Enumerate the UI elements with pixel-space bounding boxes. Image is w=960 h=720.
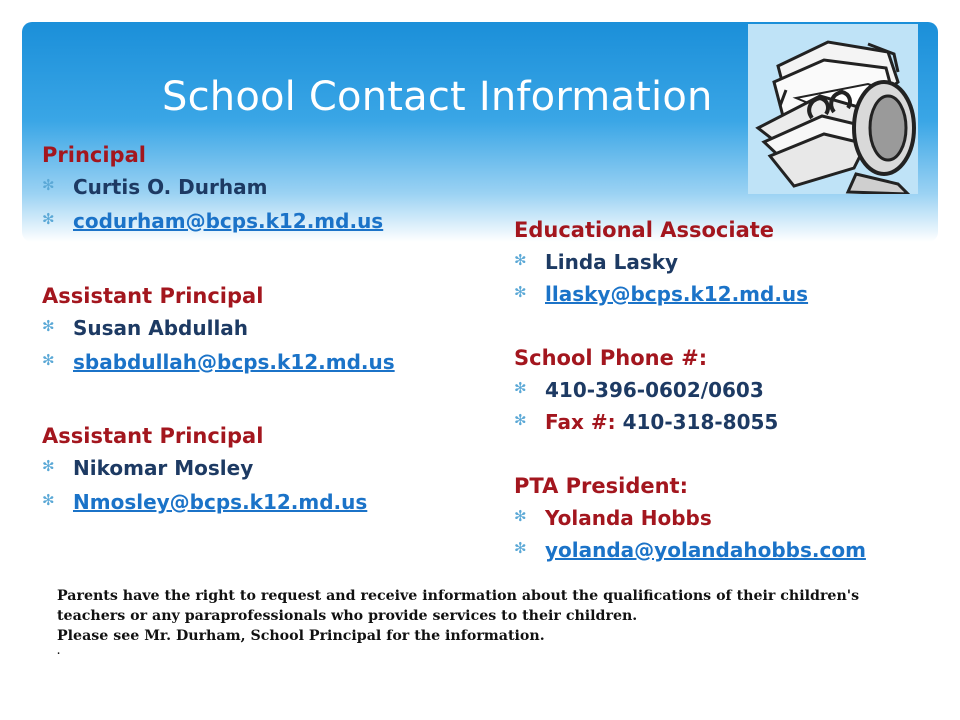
bullet-icon: ✻ <box>42 317 55 335</box>
bullet-icon: ✻ <box>42 176 55 194</box>
bullet-icon: ✻ <box>514 283 527 301</box>
assistant-principal-name <box>42 316 395 340</box>
bullet-icon: ✻ <box>514 251 527 269</box>
principal-section <box>42 143 383 233</box>
school-phone-number <box>514 378 778 402</box>
school-fax-number <box>514 410 778 434</box>
assistant-principal-2-section <box>42 424 367 514</box>
fax-text: 410-318-8055 <box>622 410 779 434</box>
phone-text: 410-396-0602/0603 <box>545 378 764 402</box>
pta-president-heading: PTA President: <box>514 474 688 498</box>
fax-label: Fax #: <box>545 410 616 434</box>
assistant-principal-1-section <box>42 284 395 374</box>
email-link[interactable]: llasky@bcps.k12.md.us <box>545 282 809 306</box>
assistant-principal-heading: Assistant Principal <box>42 424 264 448</box>
email-link[interactable]: yolanda@yolandahobbs.com <box>545 538 866 562</box>
pta-president-name <box>514 506 866 530</box>
assistant-principal-heading: Assistant Principal <box>42 284 264 308</box>
assistant-principal-name <box>42 456 367 480</box>
pta-president-section <box>514 474 866 562</box>
school-phone-section <box>514 346 778 434</box>
page-title: School Contact Information <box>162 74 713 120</box>
bullet-icon: ✻ <box>42 457 55 475</box>
educational-associate-email <box>514 282 808 306</box>
bullet-icon: ✻ <box>42 491 55 509</box>
bullet-icon: ✻ <box>42 351 55 369</box>
bullet-icon: ✻ <box>514 379 527 397</box>
rolodex-icon <box>748 24 918 194</box>
principal-name <box>42 175 383 199</box>
notice-line-1: Parents have the right to request and receive information about the qualifications of their children's <box>57 588 860 604</box>
bullet-icon: ✻ <box>42 210 55 228</box>
notice-line-4: . <box>57 647 61 657</box>
school-phone-heading: School Phone #: <box>514 346 708 370</box>
parent-rights-notice <box>57 586 867 658</box>
notice-line-3: Please see Mr. Durham, School Principal for the information. <box>57 628 545 644</box>
bullet-icon: ✻ <box>514 411 527 429</box>
name-text: Nikomar Mosley <box>73 456 254 480</box>
name-text: Yolanda Hobbs <box>545 506 712 530</box>
principal-heading: Principal <box>42 143 146 167</box>
email-link[interactable]: sbabdullah@bcps.k12.md.us <box>73 350 395 374</box>
educational-associate-section <box>514 218 808 306</box>
email-link[interactable]: Nmosley@bcps.k12.md.us <box>73 490 368 514</box>
assistant-principal-email <box>42 350 395 374</box>
educational-associate-heading: Educational Associate <box>514 218 775 242</box>
assistant-principal-email <box>42 490 367 514</box>
name-text: Susan Abdullah <box>73 316 249 340</box>
notice-line-2: teachers or any paraprofessionals who provide services to their children. <box>57 608 638 624</box>
bullet-icon: ✻ <box>514 539 527 557</box>
pta-president-email <box>514 538 866 562</box>
email-link[interactable]: codurham@bcps.k12.md.us <box>73 209 384 233</box>
principal-email <box>42 209 383 233</box>
educational-associate-name <box>514 250 808 274</box>
name-text: Linda Lasky <box>545 250 679 274</box>
name-text: Curtis O. Durham <box>73 175 268 199</box>
bullet-icon: ✻ <box>514 507 527 525</box>
